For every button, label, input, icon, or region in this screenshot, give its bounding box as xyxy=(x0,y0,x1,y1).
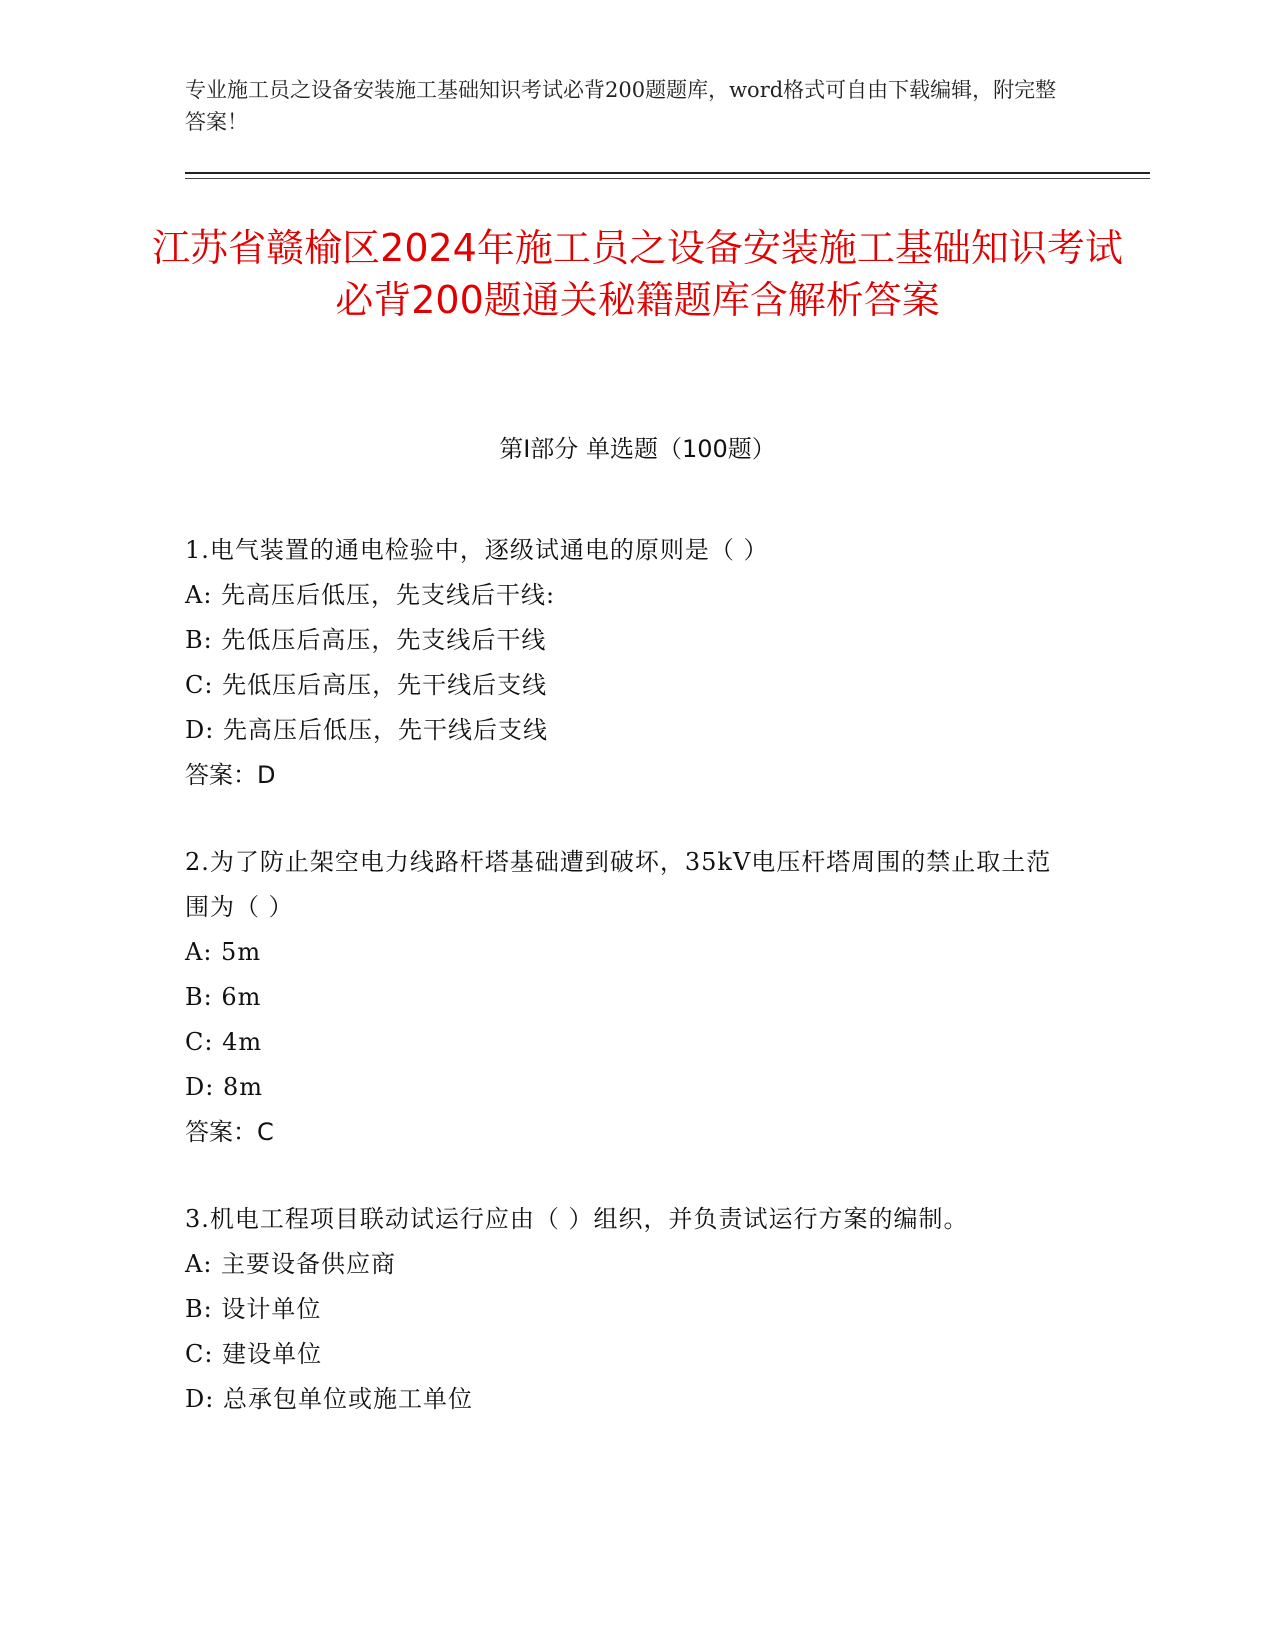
section-heading: 第I部分 单选题（100题） xyxy=(499,435,776,463)
option-d: D: 总承包单位或施工单位 xyxy=(185,1385,473,1413)
option-a: A: 主要设备供应商 xyxy=(185,1250,397,1278)
option-b: B: 设计单位 xyxy=(185,1295,322,1323)
option-d: D: 先高压后低压，先干线后支线 xyxy=(185,716,548,744)
question-2 xyxy=(185,840,1065,1155)
option-c: C: 先低压后高压，先干线后支线 xyxy=(185,671,548,699)
question-stem: 1.电气装置的通电检验中，逐级试通电的原则是（ ） xyxy=(185,536,769,564)
option-a: A: 先高压后低压，先支线后干线: xyxy=(185,581,556,609)
document-title: 江苏省赣榆区2024年施工员之设备安装施工基础知识考试必背200题通关秘籍题库含解析答案 xyxy=(152,226,1123,322)
option-b: B: 先低压后高压，先支线后干线 xyxy=(185,626,547,654)
option-b: B: 6m xyxy=(185,983,262,1011)
option-d: D: 8m xyxy=(185,1073,263,1101)
question-1 xyxy=(185,528,1065,798)
header-divider-thin xyxy=(185,178,1150,179)
question-stem: 3.机电工程项目联动试运行应由（ ）组织，并负责试运行方案的编制。 xyxy=(185,1205,969,1233)
header-divider-thick xyxy=(185,172,1150,174)
option-c: C: 4m xyxy=(185,1028,263,1056)
question-stem: 2.为了防止架空电力线路杆塔基础遭到破坏，35kV电压杆塔周围的禁止取土范围为（ ） xyxy=(185,848,1052,921)
header-note: 专业施工员之设备安装施工基础知识考试必背200题题库，word格式可自由下载编辑，附完整答案！ xyxy=(185,78,1057,134)
question-3 xyxy=(185,1197,1065,1422)
option-c: C: 建设单位 xyxy=(185,1340,323,1368)
question-list xyxy=(185,528,1065,1464)
answer-line: 答案：C xyxy=(185,1118,274,1146)
option-a: A: 5m xyxy=(185,938,262,966)
answer-line: 答案：D xyxy=(185,761,276,789)
